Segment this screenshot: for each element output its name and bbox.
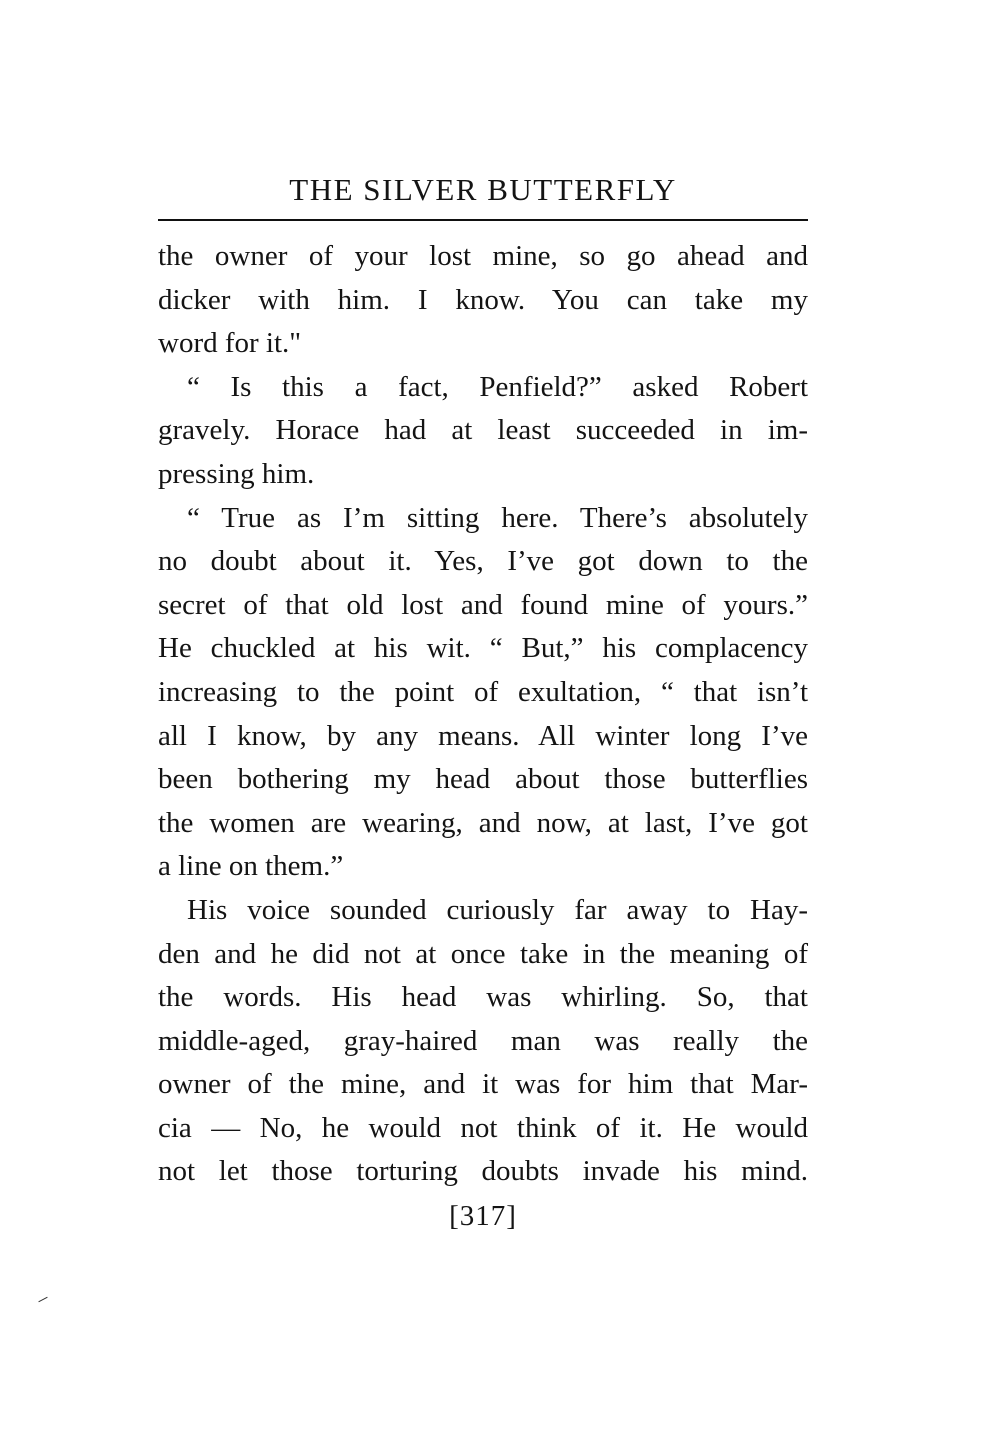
paragraph-3 <box>158 497 808 889</box>
text-line: pressing him. <box>158 457 315 490</box>
paragraph-1 <box>158 235 808 366</box>
text-line: been bothering my head about those butterflies <box>158 763 808 796</box>
text-line: middle-aged, gray-haired man was really the <box>158 1024 808 1057</box>
text-line: “ Is this a fact, Penfield?” asked Robert <box>187 370 808 403</box>
running-head: THE SILVER BUTTERFLY <box>289 172 677 207</box>
text-line: all I know, by any means. All winter long I’ve <box>158 719 808 752</box>
text-line: dicker with him. I know. You can take my <box>158 283 808 316</box>
paragraph-2 <box>158 366 808 497</box>
page-number: [317] <box>449 1200 517 1232</box>
text-line: den and he did not at once take in the meaning of <box>158 937 808 970</box>
ink-speck <box>38 1297 47 1303</box>
header-rule <box>158 219 808 221</box>
text-line: the women are wearing, and now, at last, I’ve got <box>158 806 808 839</box>
text-line: secret of that old lost and found mine of yours.” <box>158 588 808 621</box>
text-line: the owner of your lost mine, so go ahead and <box>158 240 808 272</box>
text-line: a line on them.” <box>158 850 344 883</box>
text-line: the words. His head was whirling. So, that <box>158 981 808 1014</box>
text-line: not let those torturing doubts invade his mind. <box>158 1155 808 1188</box>
text-line: increasing to the point of exultation, “ that isn’t <box>158 675 808 708</box>
text-line: no doubt about it. Yes, I’ve got down to the <box>158 545 808 578</box>
text-line: word for it." <box>158 327 302 360</box>
text-line: cia — No, he would not think of it. He would <box>158 1111 808 1144</box>
text-line: gravely. Horace had at least succeeded in im- <box>158 414 808 447</box>
text-line: owner of the mine, and it was for him that Mar- <box>158 1068 808 1101</box>
text-line: His voice sounded curiously far away to Hay- <box>187 893 808 926</box>
text-line: He chuckled at his wit. “ But,” his complacency <box>158 632 808 665</box>
body-text <box>158 235 808 1194</box>
paragraph-4 <box>158 889 808 1194</box>
text-line: “ True as I’m sitting here. There’s absolutely <box>187 501 808 534</box>
